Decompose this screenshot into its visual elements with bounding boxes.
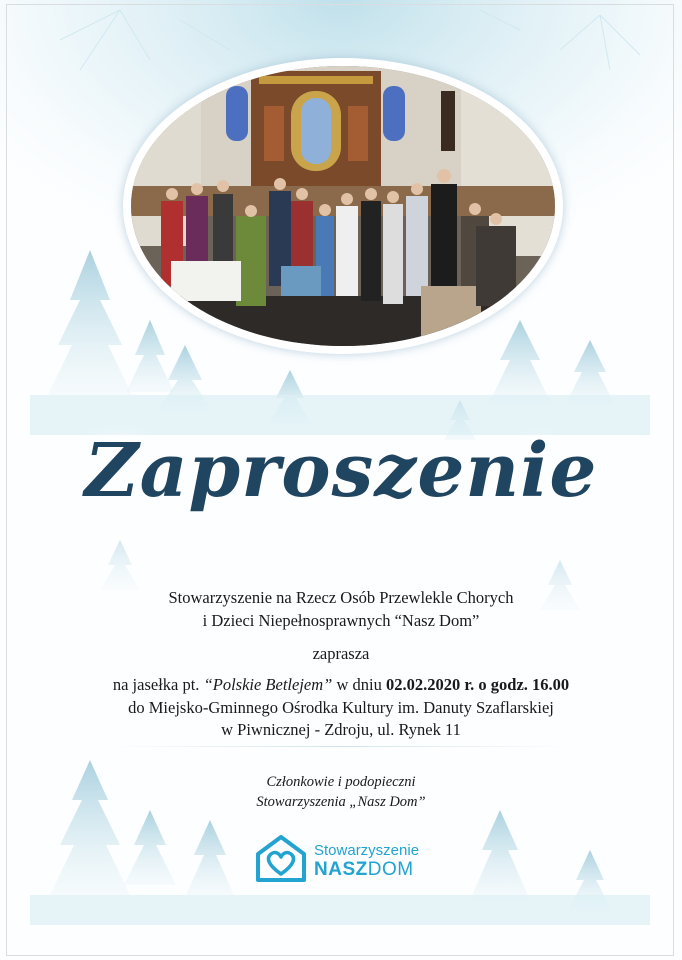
event-photo xyxy=(131,66,555,346)
invitation-title: Zaproszenie xyxy=(84,428,598,514)
venue-line-2: w Piwnicznej - Zdroju, ul. Rynek 11 xyxy=(221,720,461,739)
organization-line-2: i Dzieci Niepełnosprawnych “Nasz Dom” xyxy=(202,611,480,630)
logo-text-bottom xyxy=(314,859,414,881)
event-mid: w dniu xyxy=(332,675,386,694)
venue-line-1: do Miejsko-Gminnego Ośrodka Kultury im. Danuty Szaflarskiej xyxy=(128,698,554,717)
signature-line-2: Stowarzyszenia „Nasz Dom” xyxy=(256,794,426,810)
logo-text-dom: DOM xyxy=(367,859,414,880)
organization-line-1: Stowarzyszenie na Rzecz Osób Przewlekle Chorych xyxy=(168,588,514,607)
divider xyxy=(110,746,572,747)
signature-line-1: Członkowie i podopieczni xyxy=(266,774,416,790)
nasz-dom-logo xyxy=(254,834,434,888)
event-line xyxy=(0,675,682,695)
invite-verb: zaprasza xyxy=(312,644,370,663)
house-heart-icon xyxy=(254,834,308,884)
logo-text-nasz: NASZ xyxy=(314,859,368,880)
event-prefix: na jasełka pt. xyxy=(112,675,204,694)
event-datetime: 02.02.2020 r. o godz. 16.00 xyxy=(385,675,570,694)
photo-frame xyxy=(123,58,563,354)
event-name: “Polskie Betlejem” xyxy=(203,675,333,694)
logo-text-top: Stowarzyszenie xyxy=(314,842,420,859)
